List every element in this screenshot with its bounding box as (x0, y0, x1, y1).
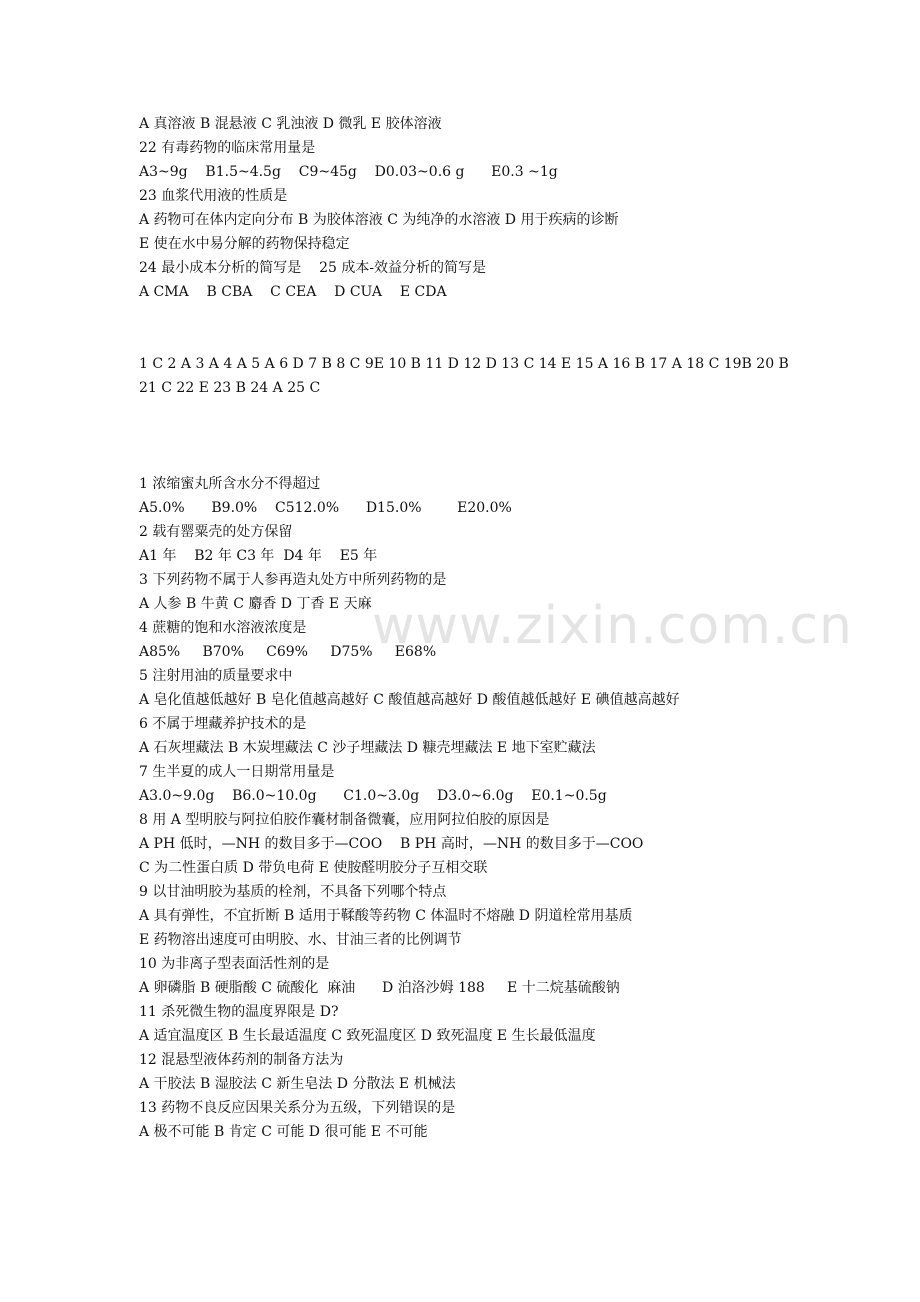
text-line: 4 蔗糖的饱和水溶液浓度是 (139, 620, 307, 636)
text-line: A 极不可能 B 肯定 C 可能 D 很可能 E 不可能 (139, 1124, 428, 1140)
text-line: 22 有毒药物的临床常用量是 (139, 140, 316, 156)
text-line: A 石灰埋藏法 B 木炭埋藏法 C 沙子埋藏法 D 糠壳埋藏法 E 地下室贮藏法 (139, 740, 596, 756)
spacer (139, 400, 779, 472)
text-line: A85% B70% C69% D75% E68% (139, 644, 437, 660)
text-line: A1 年 B2 年 C3 年 D4 年 E5 年 (139, 548, 378, 564)
document-page (139, 112, 789, 1144)
text-line: 7 生半夏的成人一日期常用量是 (139, 764, 335, 780)
text-line: 3 下列药物不属于人参再造丸处方中所列药物的是 (139, 572, 447, 588)
text-line: A 具有弹性，不宜折断 B 适用于鞣酸等药物 C 体温时不熔融 D 阴道栓常用基质 (139, 908, 633, 924)
text-line: A 人参 B 牛黄 C 麝香 D 丁香 E 天麻 (139, 596, 372, 612)
text-line: A 适宜温度区 B 生长最适温度 C 致死温度区 D 致死温度 E 生长最低温度 (139, 1028, 596, 1044)
question-block-2 (139, 472, 779, 1144)
text-line: E 使在水中易分解的药物保持稳定 (139, 236, 350, 252)
text-line: A 干胶法 B 湿胶法 C 新生皂法 D 分散法 E 机械法 (139, 1076, 456, 1092)
spacer (139, 304, 779, 352)
text-line: 9 以甘油明胶为基质的栓剂，不具备下列哪个特点 (139, 884, 447, 900)
answer-key (139, 352, 789, 400)
text-line: 24 最小成本分析的简写是 25 成本-效益分析的简写是 (139, 260, 487, 276)
watermark: www.zixin.com.cn (372, 596, 853, 656)
question-block-1 (139, 112, 779, 304)
text-line: A PH 低时，—NH 的数目多于—COO B PH 高时，—NH 的数目多于—COO (139, 836, 644, 852)
text-line: 5 注射用油的质量要求中 (139, 668, 293, 684)
text-line: 2 载有罂粟壳的处方保留 (139, 524, 293, 540)
answer-line: 21 C 22 E 23 B 24 A 25 C (139, 380, 321, 396)
text-line: A CMA B CBA C CEA D CUA E CDA (139, 284, 447, 300)
text-line: A 药物可在体内定向分布 B 为胶体溶液 C 为纯净的水溶液 D 用于疾病的诊断 (139, 212, 619, 228)
text-line: E 药物溶出速度可由明胶、水、甘油三者的比例调节 (139, 932, 462, 948)
text-line: C 为二性蛋白质 D 带负电荷 E 使胺醛明胶分子互相交联 (139, 860, 488, 876)
answer-line: 1 C 2 A 3 A 4 A 5 A 6 D 7 B 8 C 9E 10 B 11 D 12 D 13 C 14 E 15 A 16 B 17 A 18 C 19B 20 B (139, 356, 789, 372)
text-line: 11 杀死微生物的温度界限是 D? (139, 1004, 339, 1020)
text-line: A 真溶液 B 混悬液 C 乳浊液 D 微乳 E 胶体溶液 (139, 116, 442, 132)
text-line: 1 浓缩蜜丸所含水分不得超过 (139, 476, 321, 492)
text-line: A5.0% B9.0% C512.0% D15.0% E20.0% (139, 500, 512, 516)
text-line: A3~9g B1.5~4.5g C9~45g D0.03~0.6 g E0.3 ~1g (139, 164, 558, 180)
text-line: A3.0~9.0g B6.0~10.0g C1.0~3.0g D3.0~6.0g E0.1~0.5g (139, 788, 607, 804)
text-line: 8 用 A 型明胶与阿拉伯胶作囊材制备微囊，应用阿拉伯胶的原因是 (139, 812, 550, 828)
text-line: A 皂化值越低越好 B 皂化值越高越好 C 酸值越高越好 D 酸值越低越好 E 碘值越高越好 (139, 692, 680, 708)
text-line: 13 药物不良反应因果关系分为五级，下列错误的是 (139, 1100, 456, 1116)
text-line: A 卵磷脂 B 硬脂酸 C 硫酸化 麻油 D 泊洛沙姆 188 E 十二烷基硫酸钠 (139, 980, 620, 996)
text-line: 12 混悬型液体药剂的制备方法为 (139, 1052, 344, 1068)
text-line: 23 血浆代用液的性质是 (139, 188, 288, 204)
text-line: 10 为非离子型表面活性剂的是 (139, 956, 330, 972)
text-line: 6 不属于埋藏养护技术的是 (139, 716, 307, 732)
